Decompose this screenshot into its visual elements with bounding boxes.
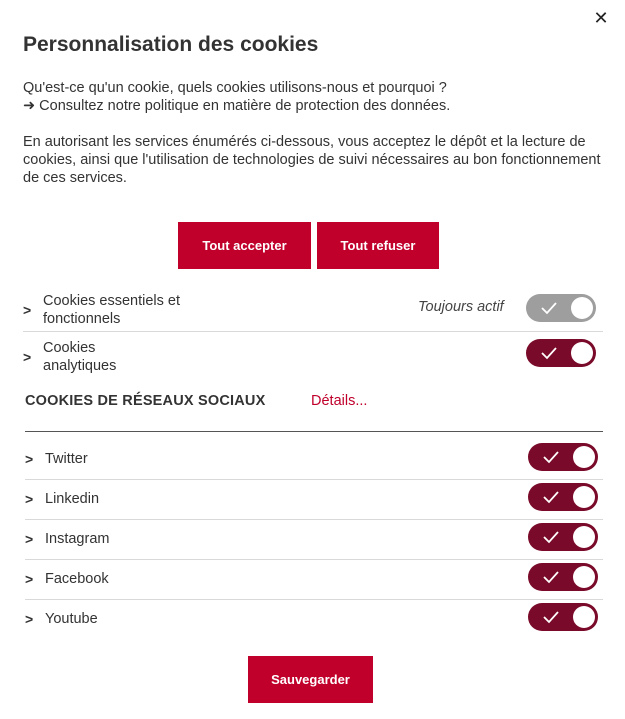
accept-all-button[interactable]: Tout accepter [178, 222, 311, 269]
social-row-facebook[interactable] [25, 563, 425, 595]
toggle-knob [573, 486, 595, 508]
check-icon [542, 609, 560, 625]
toggle-knob [571, 297, 593, 319]
social-row-instagram[interactable] [25, 523, 425, 555]
section-divider [25, 431, 603, 432]
check-icon [542, 569, 560, 585]
category-row-essential[interactable] [23, 290, 383, 330]
close-icon: ✕ [593, 8, 609, 28]
divider [25, 599, 603, 600]
chevron-right-icon: > [23, 302, 32, 318]
chevron-right-icon: > [25, 451, 34, 467]
service-label: Facebook [45, 571, 109, 587]
privacy-policy-link[interactable]: ➜ Consultez notre politique en matière de protection des données. [23, 98, 451, 114]
divider [25, 559, 603, 560]
intro-question: Qu'est-ce qu'un cookie, quels cookies utilisons-nous et pourquoi ? [23, 80, 447, 96]
chevron-right-icon: > [23, 349, 32, 365]
social-row-youtube[interactable] [25, 603, 425, 635]
service-label: Twitter [45, 451, 88, 467]
divider [25, 479, 603, 480]
toggle-knob [573, 566, 595, 588]
toggle-analytics[interactable] [526, 339, 596, 367]
toggle-knob [573, 526, 595, 548]
check-icon [540, 300, 558, 316]
refuse-all-button[interactable]: Tout refuser [317, 222, 439, 269]
toggle-knob [573, 446, 595, 468]
check-icon [542, 449, 560, 465]
toggle-linkedin[interactable] [528, 483, 598, 511]
category-row-analytics[interactable] [23, 337, 383, 377]
consent-paragraph: En autorisant les services énumérés ci-dessous, vous acceptez le dépôt et la lecture de cookies, ainsi que l'utilisation de technologies de suivi nécessaires au bon fonctionnement de ces services. [23, 134, 601, 186]
close-button[interactable] [592, 9, 610, 27]
social-row-linkedin[interactable] [25, 483, 425, 515]
save-button[interactable]: Sauvegarder [248, 656, 373, 703]
divider [23, 331, 603, 332]
toggle-knob [571, 342, 593, 364]
service-label: Instagram [45, 531, 110, 547]
toggle-essential[interactable] [526, 294, 596, 322]
toggle-knob [573, 606, 595, 628]
check-icon [540, 345, 558, 361]
service-label: Youtube [45, 611, 98, 627]
details-link[interactable]: Détails... [311, 393, 368, 409]
social-row-twitter[interactable] [25, 443, 425, 475]
intro-text [23, 79, 603, 187]
toggle-instagram[interactable] [528, 523, 598, 551]
dialog-title: Personnalisation des cookies [23, 33, 319, 56]
always-active-label: Toujours actif [418, 299, 504, 315]
category-label: Cookies analytiques [43, 340, 117, 374]
chevron-right-icon: > [25, 491, 34, 507]
toggle-facebook[interactable] [528, 563, 598, 591]
toggle-twitter[interactable] [528, 443, 598, 471]
divider [25, 519, 603, 520]
social-section-title: COOKIES DE RÉSEAUX SOCIAUX [25, 393, 266, 409]
chevron-right-icon: > [25, 531, 34, 547]
category-label: Cookies essentiels et fonctionnels [43, 293, 181, 327]
check-icon [542, 489, 560, 505]
chevron-right-icon: > [25, 611, 34, 627]
chevron-right-icon: > [25, 571, 34, 587]
service-label: Linkedin [45, 491, 100, 507]
toggle-youtube[interactable] [528, 603, 598, 631]
check-icon [542, 529, 560, 545]
